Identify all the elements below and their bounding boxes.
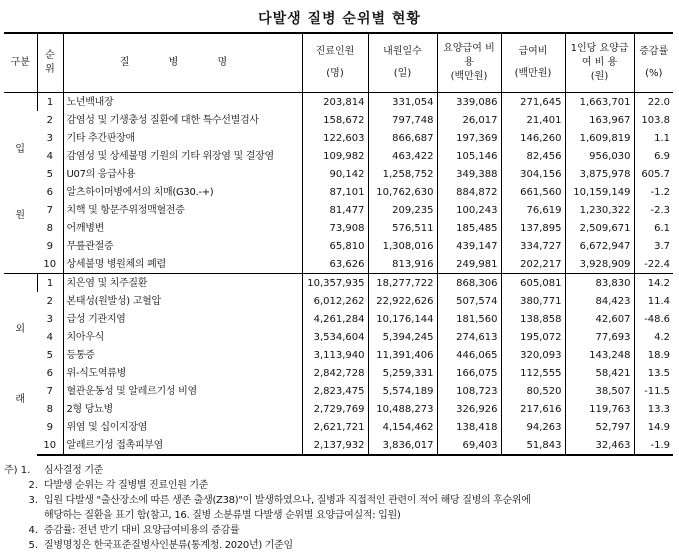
per-person-cost-cell: 32,463 bbox=[565, 436, 634, 455]
footnote-item bbox=[4, 523, 676, 538]
disease-name-cell: 노년백내장 bbox=[63, 93, 302, 112]
growth-rate-cell: 14.2 bbox=[634, 274, 673, 293]
footnote-item bbox=[4, 493, 676, 508]
header-disease: 질 병 명 bbox=[63, 33, 302, 93]
header-rank: 순위 bbox=[37, 33, 63, 93]
table-row bbox=[4, 364, 673, 382]
growth-rate-cell: -1.9 bbox=[634, 436, 673, 455]
per-person-cost-cell: 42,607 bbox=[565, 310, 634, 328]
per-person-cost-cell: 83,830 bbox=[565, 274, 634, 293]
visit-days-cell: 5,394,245 bbox=[368, 328, 437, 346]
header-group: 구분 bbox=[4, 33, 37, 93]
rank-cell: 9 bbox=[46, 421, 53, 433]
rank-cell: 3 bbox=[46, 132, 53, 144]
patients-cell: 65,810 bbox=[302, 237, 368, 255]
benefit-cell: 94,263 bbox=[501, 418, 565, 436]
care-cost-cell: 100,243 bbox=[437, 201, 501, 219]
rank-cell: 3 bbox=[46, 313, 53, 325]
table-row bbox=[4, 382, 673, 400]
care-cost-cell: 249,981 bbox=[437, 255, 501, 274]
rank-cell: 6 bbox=[46, 367, 53, 379]
care-cost-cell: 138,418 bbox=[437, 418, 501, 436]
footnote-label: 주) 1. bbox=[4, 465, 31, 476]
growth-rate-cell: 605.7 bbox=[634, 165, 673, 183]
footnote-text: 심사결정 기준 bbox=[44, 465, 104, 476]
care-cost-cell: 349,388 bbox=[437, 165, 501, 183]
care-cost-cell: 26,017 bbox=[437, 111, 501, 129]
table-row bbox=[4, 129, 673, 147]
growth-rate-cell: 22.0 bbox=[634, 93, 673, 112]
disease-name-cell: 2형 당뇨병 bbox=[63, 400, 302, 418]
patients-cell: 109,982 bbox=[302, 147, 368, 165]
growth-rate-cell: 6.1 bbox=[634, 219, 673, 237]
benefit-cell: 320,093 bbox=[501, 346, 565, 364]
group-label-char: 원 bbox=[15, 210, 26, 221]
table-row bbox=[4, 418, 673, 436]
per-person-cost-cell: 2,509,671 bbox=[565, 219, 634, 237]
benefit-cell: 202,217 bbox=[501, 255, 565, 274]
disease-name-cell: 위-식도역류병 bbox=[63, 364, 302, 382]
per-person-cost-cell: 119,763 bbox=[565, 400, 634, 418]
table-body bbox=[4, 93, 673, 456]
rank-cell: 4 bbox=[46, 150, 53, 162]
growth-rate-cell: -2.3 bbox=[634, 201, 673, 219]
header-per-person: 1인당 요양급여 비 용 (원) bbox=[565, 33, 634, 93]
rank-cell: 8 bbox=[46, 403, 53, 415]
patients-cell: 63,626 bbox=[302, 255, 368, 274]
footnote-item bbox=[4, 508, 676, 523]
table-row bbox=[4, 436, 673, 455]
visit-days-cell: 797,748 bbox=[368, 111, 437, 129]
rank-cell: 5 bbox=[46, 168, 53, 180]
header-care-cost: 요양급여 비 용 (백만원) bbox=[437, 33, 501, 93]
per-person-cost-cell: 3,928,909 bbox=[565, 255, 634, 274]
visit-days-cell: 11,391,406 bbox=[368, 346, 437, 364]
disease-name-cell: 치은염 및 치주질환 bbox=[63, 274, 302, 293]
visit-days-cell: 10,488,273 bbox=[368, 400, 437, 418]
patients-cell: 2,137,932 bbox=[302, 436, 368, 455]
care-cost-cell: 326,926 bbox=[437, 400, 501, 418]
group-label-char: 입 bbox=[15, 144, 26, 155]
care-cost-cell: 185,485 bbox=[437, 219, 501, 237]
disease-name-cell: 본태성(원발성) 고혈압 bbox=[63, 292, 302, 310]
disease-name-cell: 어깨병변 bbox=[63, 219, 302, 237]
growth-rate-cell: 13.5 bbox=[634, 364, 673, 382]
visit-days-cell: 1,258,752 bbox=[368, 165, 437, 183]
footnote-text: 다발생 순위는 각 질병별 진료인원 기준 bbox=[44, 480, 209, 491]
disease-name-cell: 감염성 및 상세불명 기원의 기타 위장염 및 결장염 bbox=[63, 147, 302, 165]
table-row bbox=[4, 219, 673, 237]
visit-days-cell: 10,762,630 bbox=[368, 183, 437, 201]
rank-cell: 8 bbox=[46, 222, 53, 234]
table-row bbox=[4, 237, 673, 255]
footnote-item bbox=[4, 478, 676, 493]
table-row bbox=[4, 346, 673, 364]
footnotes bbox=[4, 463, 676, 553]
patients-cell: 90,142 bbox=[302, 165, 368, 183]
footnote-text: 질병명칭은 한국표준질병사인분류(통계청. 2020년) 기준임 bbox=[44, 540, 293, 551]
header-row bbox=[4, 33, 673, 93]
care-cost-cell: 884,872 bbox=[437, 183, 501, 201]
visit-days-cell: 463,422 bbox=[368, 147, 437, 165]
disease-name-cell: 위염 및 십이지장염 bbox=[63, 418, 302, 436]
disease-name-cell: 감염성 및 기생충성 질환에 대한 특수선별검사 bbox=[63, 111, 302, 129]
growth-rate-cell: 103.8 bbox=[634, 111, 673, 129]
patients-cell: 73,908 bbox=[302, 219, 368, 237]
table-row bbox=[4, 292, 673, 310]
patients-cell: 87,101 bbox=[302, 183, 368, 201]
per-person-cost-cell: 77,693 bbox=[565, 328, 634, 346]
footnote-label: 5. bbox=[28, 540, 38, 551]
disease-name-cell: 급성 기관지염 bbox=[63, 310, 302, 328]
patients-cell: 81,477 bbox=[302, 201, 368, 219]
footnote-label: 3. bbox=[28, 495, 38, 506]
benefit-cell: 51,843 bbox=[501, 436, 565, 455]
care-cost-cell: 339,086 bbox=[437, 93, 501, 112]
visit-days-cell: 331,054 bbox=[368, 93, 437, 112]
benefit-cell: 661,560 bbox=[501, 183, 565, 201]
table-row bbox=[4, 274, 673, 293]
patients-cell: 4,261,284 bbox=[302, 310, 368, 328]
disease-name-cell: 등통증 bbox=[63, 346, 302, 364]
care-cost-cell: 197,369 bbox=[437, 129, 501, 147]
benefit-cell: 21,401 bbox=[501, 111, 565, 129]
rank-cell: 2 bbox=[46, 114, 53, 126]
benefit-cell: 138,858 bbox=[501, 310, 565, 328]
group-label-char: 외 bbox=[15, 323, 26, 335]
benefit-cell: 380,771 bbox=[501, 292, 565, 310]
patients-cell: 158,672 bbox=[302, 111, 368, 129]
per-person-cost-cell: 1,230,322 bbox=[565, 201, 634, 219]
table-row bbox=[4, 400, 673, 418]
growth-rate-cell: 11.4 bbox=[634, 292, 673, 310]
benefit-cell: 605,081 bbox=[501, 274, 565, 293]
benefit-cell: 217,616 bbox=[501, 400, 565, 418]
rank-cell: 7 bbox=[46, 385, 53, 397]
table-row bbox=[4, 93, 673, 112]
disease-name-cell: 알레르기성 접촉피부염 bbox=[63, 436, 302, 455]
patients-cell: 3,113,940 bbox=[302, 346, 368, 364]
benefit-cell: 82,456 bbox=[501, 147, 565, 165]
per-person-cost-cell: 10,159,149 bbox=[565, 183, 634, 201]
patients-cell: 2,621,721 bbox=[302, 418, 368, 436]
growth-rate-cell: -48.6 bbox=[634, 310, 673, 328]
table-row bbox=[4, 183, 673, 201]
benefit-cell: 76,619 bbox=[501, 201, 565, 219]
patients-cell: 3,534,604 bbox=[302, 328, 368, 346]
per-person-cost-cell: 1,663,701 bbox=[565, 93, 634, 112]
visit-days-cell: 4,154,462 bbox=[368, 418, 437, 436]
care-cost-cell: 446,065 bbox=[437, 346, 501, 364]
benefit-cell: 271,645 bbox=[501, 93, 565, 112]
disease-name-cell: 상세불명 병원체의 폐렴 bbox=[63, 255, 302, 274]
growth-rate-cell: 1.1 bbox=[634, 129, 673, 147]
header-patients: 진료인원 (명) bbox=[302, 33, 368, 93]
care-cost-cell: 108,723 bbox=[437, 382, 501, 400]
growth-rate-cell: 4.2 bbox=[634, 328, 673, 346]
per-person-cost-cell: 38,507 bbox=[565, 382, 634, 400]
care-cost-cell: 439,147 bbox=[437, 237, 501, 255]
growth-rate-cell: -22.4 bbox=[634, 255, 673, 274]
table-row bbox=[4, 255, 673, 274]
footnote-text: 입원 다발생 "출산장소에 따른 생존 출생(Z38)"이 발생하였으나, 질병과 직접적인 관련이 적어 해당 질병의 후순위에 bbox=[44, 495, 531, 506]
patients-cell: 6,012,262 bbox=[302, 292, 368, 310]
patients-cell: 2,823,475 bbox=[302, 382, 368, 400]
growth-rate-cell: -1.2 bbox=[634, 183, 673, 201]
disease-name-cell: 무릎관절증 bbox=[63, 237, 302, 255]
growth-rate-cell: 13.3 bbox=[634, 400, 673, 418]
care-cost-cell: 868,306 bbox=[437, 274, 501, 293]
rank-cell: 10 bbox=[37, 436, 63, 455]
visit-days-cell: 5,574,189 bbox=[368, 382, 437, 400]
disease-name-cell: 알츠하이머병에서의 치매(G30.-+) bbox=[63, 183, 302, 201]
disease-name-cell: 치핵 및 항문주위정맥혈전증 bbox=[63, 201, 302, 219]
visit-days-cell: 866,687 bbox=[368, 129, 437, 147]
visit-days-cell: 22,922,626 bbox=[368, 292, 437, 310]
growth-rate-cell: 6.9 bbox=[634, 147, 673, 165]
footnote-label: 2. bbox=[28, 480, 38, 491]
rank-cell: 7 bbox=[46, 204, 53, 216]
growth-rate-cell: -11.5 bbox=[634, 382, 673, 400]
care-cost-cell: 105,146 bbox=[437, 147, 501, 165]
growth-rate-cell: 14.9 bbox=[634, 418, 673, 436]
benefit-cell: 304,156 bbox=[501, 165, 565, 183]
patients-cell: 203,814 bbox=[302, 93, 368, 112]
care-cost-cell: 507,574 bbox=[437, 292, 501, 310]
header-visit-days: 내원일수 (일) bbox=[368, 33, 437, 93]
group-label-cell bbox=[4, 274, 37, 456]
table-row bbox=[4, 310, 673, 328]
patients-cell: 2,729,769 bbox=[302, 400, 368, 418]
footnote-text: 해당하는 질환을 표기 함(참고, 16. 질병 소분류별 다발생 순위별 요양급여실적: 입원) bbox=[44, 510, 401, 521]
footnote-item bbox=[4, 538, 676, 553]
table-row bbox=[4, 111, 673, 129]
visit-days-cell: 209,235 bbox=[368, 201, 437, 219]
benefit-cell: 112,555 bbox=[501, 364, 565, 382]
rank-cell: 4 bbox=[46, 331, 53, 343]
per-person-cost-cell: 58,421 bbox=[565, 364, 634, 382]
benefit-cell: 334,727 bbox=[501, 237, 565, 255]
rank-cell: 5 bbox=[46, 349, 53, 361]
rank-cell: 10 bbox=[43, 258, 57, 270]
visit-days-cell: 813,916 bbox=[368, 255, 437, 274]
benefit-cell: 137,895 bbox=[501, 219, 565, 237]
header-growth: 증감률 (%) bbox=[634, 33, 673, 93]
per-person-cost-cell: 3,875,978 bbox=[565, 165, 634, 183]
patients-cell: 2,842,728 bbox=[302, 364, 368, 382]
table-row bbox=[4, 328, 673, 346]
care-cost-cell: 69,403 bbox=[437, 436, 501, 455]
care-cost-cell: 166,075 bbox=[437, 364, 501, 382]
table-row bbox=[4, 147, 673, 165]
group-label-cell bbox=[4, 93, 37, 274]
disease-name-cell: 치아우식 bbox=[63, 328, 302, 346]
table-row bbox=[4, 201, 673, 219]
per-person-cost-cell: 84,423 bbox=[565, 292, 634, 310]
group-label-char: 래 bbox=[15, 393, 26, 405]
per-person-cost-cell: 52,797 bbox=[565, 418, 634, 436]
rank-cell: 1 bbox=[37, 274, 63, 293]
per-person-cost-cell: 6,672,947 bbox=[565, 237, 634, 255]
header-benefit: 급여비 (백만원) bbox=[501, 33, 565, 93]
visit-days-cell: 5,259,331 bbox=[368, 364, 437, 382]
disease-name-cell: 기타 추간판장애 bbox=[63, 129, 302, 147]
disease-name-cell: U07의 응급사용 bbox=[63, 165, 302, 183]
patients-cell: 122,603 bbox=[302, 129, 368, 147]
visit-days-cell: 1,308,016 bbox=[368, 237, 437, 255]
visit-days-cell: 576,511 bbox=[368, 219, 437, 237]
per-person-cost-cell: 956,030 bbox=[565, 147, 634, 165]
care-cost-cell: 181,560 bbox=[437, 310, 501, 328]
per-person-cost-cell: 163,967 bbox=[565, 111, 634, 129]
rank-cell: 9 bbox=[46, 240, 53, 252]
visit-days-cell: 3,836,017 bbox=[368, 436, 437, 455]
page-title: 다발생 질병 순위별 현황 bbox=[258, 11, 421, 27]
disease-ranking-table bbox=[4, 32, 673, 456]
benefit-cell: 195,072 bbox=[501, 328, 565, 346]
disease-name-cell: 혈관운동성 및 알레르기성 비염 bbox=[63, 382, 302, 400]
rank-cell: 2 bbox=[46, 295, 53, 307]
footnote-item bbox=[4, 463, 676, 478]
growth-rate-cell: 18.9 bbox=[634, 346, 673, 364]
care-cost-cell: 274,613 bbox=[437, 328, 501, 346]
table-row bbox=[4, 165, 673, 183]
footnote-label bbox=[4, 508, 44, 523]
visit-days-cell: 10,176,144 bbox=[368, 310, 437, 328]
per-person-cost-cell: 143,248 bbox=[565, 346, 634, 364]
footnote-text: 증감률: 전년 반기 대비 요양급여비용의 증감률 bbox=[44, 525, 240, 536]
benefit-cell: 146,260 bbox=[501, 129, 565, 147]
per-person-cost-cell: 1,609,819 bbox=[565, 129, 634, 147]
benefit-cell: 80,520 bbox=[501, 382, 565, 400]
rank-cell: 1 bbox=[37, 93, 63, 112]
rank-cell: 6 bbox=[46, 186, 53, 198]
visit-days-cell: 18,277,722 bbox=[368, 274, 437, 293]
patients-cell: 10,357,935 bbox=[302, 274, 368, 293]
footnote-label: 4. bbox=[28, 525, 38, 536]
growth-rate-cell: 3.7 bbox=[634, 237, 673, 255]
